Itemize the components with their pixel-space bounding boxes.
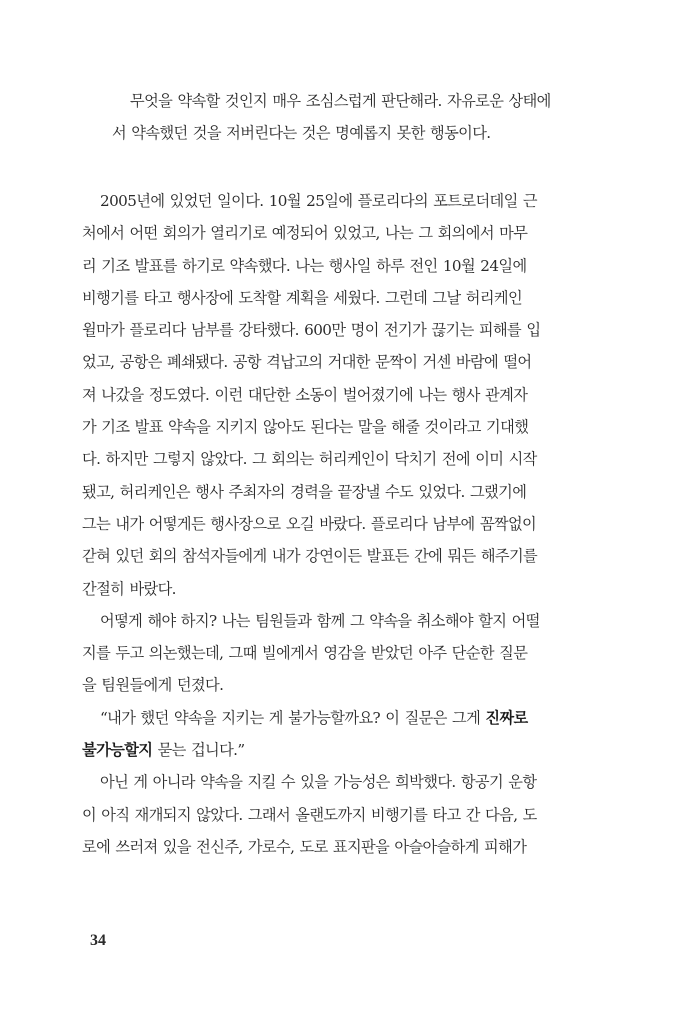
paragraph (82, 185, 564, 605)
text-line: 처에서 어떤 회의가 열리기로 예정되어 있었고, 나는 그 회의에서 마무 (82, 224, 528, 243)
quote-text: “내가 했던 약속을 지키는 게 불가능할까요? 이 질문은 그게 (100, 708, 486, 727)
text-line: 어떻게 해야 하지? 나는 팀원들과 함께 그 약속을 취소해야 할지 어떨 (100, 611, 540, 630)
text-line: 간절히 바랐다. (82, 579, 176, 598)
text-line: 2005년에 있었던 일이다. 10월 25일에 플로리다의 포트로더데일 근 (100, 192, 537, 210)
text-line: 져 나갔을 정도였다. 이런 대단한 소동이 벌어졌기에 나는 행사 관계자 (82, 385, 528, 404)
body-text (82, 185, 564, 863)
text-line: 이 아직 재개되지 않았다. 그래서 올랜도까지 비행기를 타고 간 다음, 도 (82, 805, 537, 824)
quote-paragraph (82, 702, 564, 767)
emphasis-text: 불가능할지 (82, 741, 153, 760)
page-number: 34 (90, 932, 106, 949)
text-line (82, 702, 564, 734)
emphasis-text: 진짜로 (485, 708, 528, 727)
text-line: 아닌 게 아니라 약속을 지킬 수 있을 가능성은 희박했다. 항공기 운항 (100, 773, 537, 792)
text-line: 로에 쓰러져 있을 전신주, 가로수, 도로 표지판을 아슬아슬하게 피해가 (82, 837, 527, 856)
text-line: 리 기조 발표를 하기로 약속했다. 나는 행사일 하루 전인 10월 24일에 (82, 256, 527, 275)
paragraph (82, 605, 564, 702)
epigraph-quote (112, 85, 564, 150)
epigraph-line: 서 약속했던 것을 저버린다는 것은 명예롭지 못한 행동이다. (112, 124, 491, 143)
text-line: 윌마가 플로리다 남부를 강타했다. 600만 명이 전기가 끊기는 피해를 입 (82, 321, 541, 340)
text-line: 었고, 공항은 폐쇄됐다. 공항 격납고의 거대한 문짝이 거센 바람에 떨어 (82, 353, 532, 372)
quote-text: 묻는 겁니다.” (152, 741, 245, 760)
epigraph-line: 무엇을 약속할 것인지 매우 조심스럽게 판단해라. 자유로운 상태에 (130, 92, 551, 110)
text-line: 지를 두고 의논했는데, 그때 빌에게서 영감을 받았던 아주 단순한 질문 (82, 644, 528, 663)
paragraph (82, 766, 564, 863)
text-line (82, 734, 564, 766)
text-line: 을 팀원들에게 던졌다. (82, 676, 224, 695)
text-line: 다. 하지만 그렇지 않았다. 그 회의는 허리케인이 닥치기 전에 이미 시작 (82, 450, 537, 469)
text-line: 됐고, 허리케인은 행사 주최자의 경력을 끝장낼 수도 있었다. 그랬기에 (82, 482, 527, 501)
text-line: 가 기조 발표 약속을 지키지 않아도 된다는 말을 해줄 것이라고 기대했 (82, 418, 529, 437)
text-line: 갇혀 있던 회의 참석자들에게 내가 강연이든 발표든 간에 뭐든 해주기를 (82, 547, 538, 566)
text-line: 비행기를 타고 행사장에 도착할 계획을 세웠다. 그런데 그날 허리케인 (82, 288, 523, 307)
text-line: 그는 내가 어떻게든 행사장으로 오길 바랐다. 플로리다 남부에 꼼짝없이 (82, 514, 537, 533)
